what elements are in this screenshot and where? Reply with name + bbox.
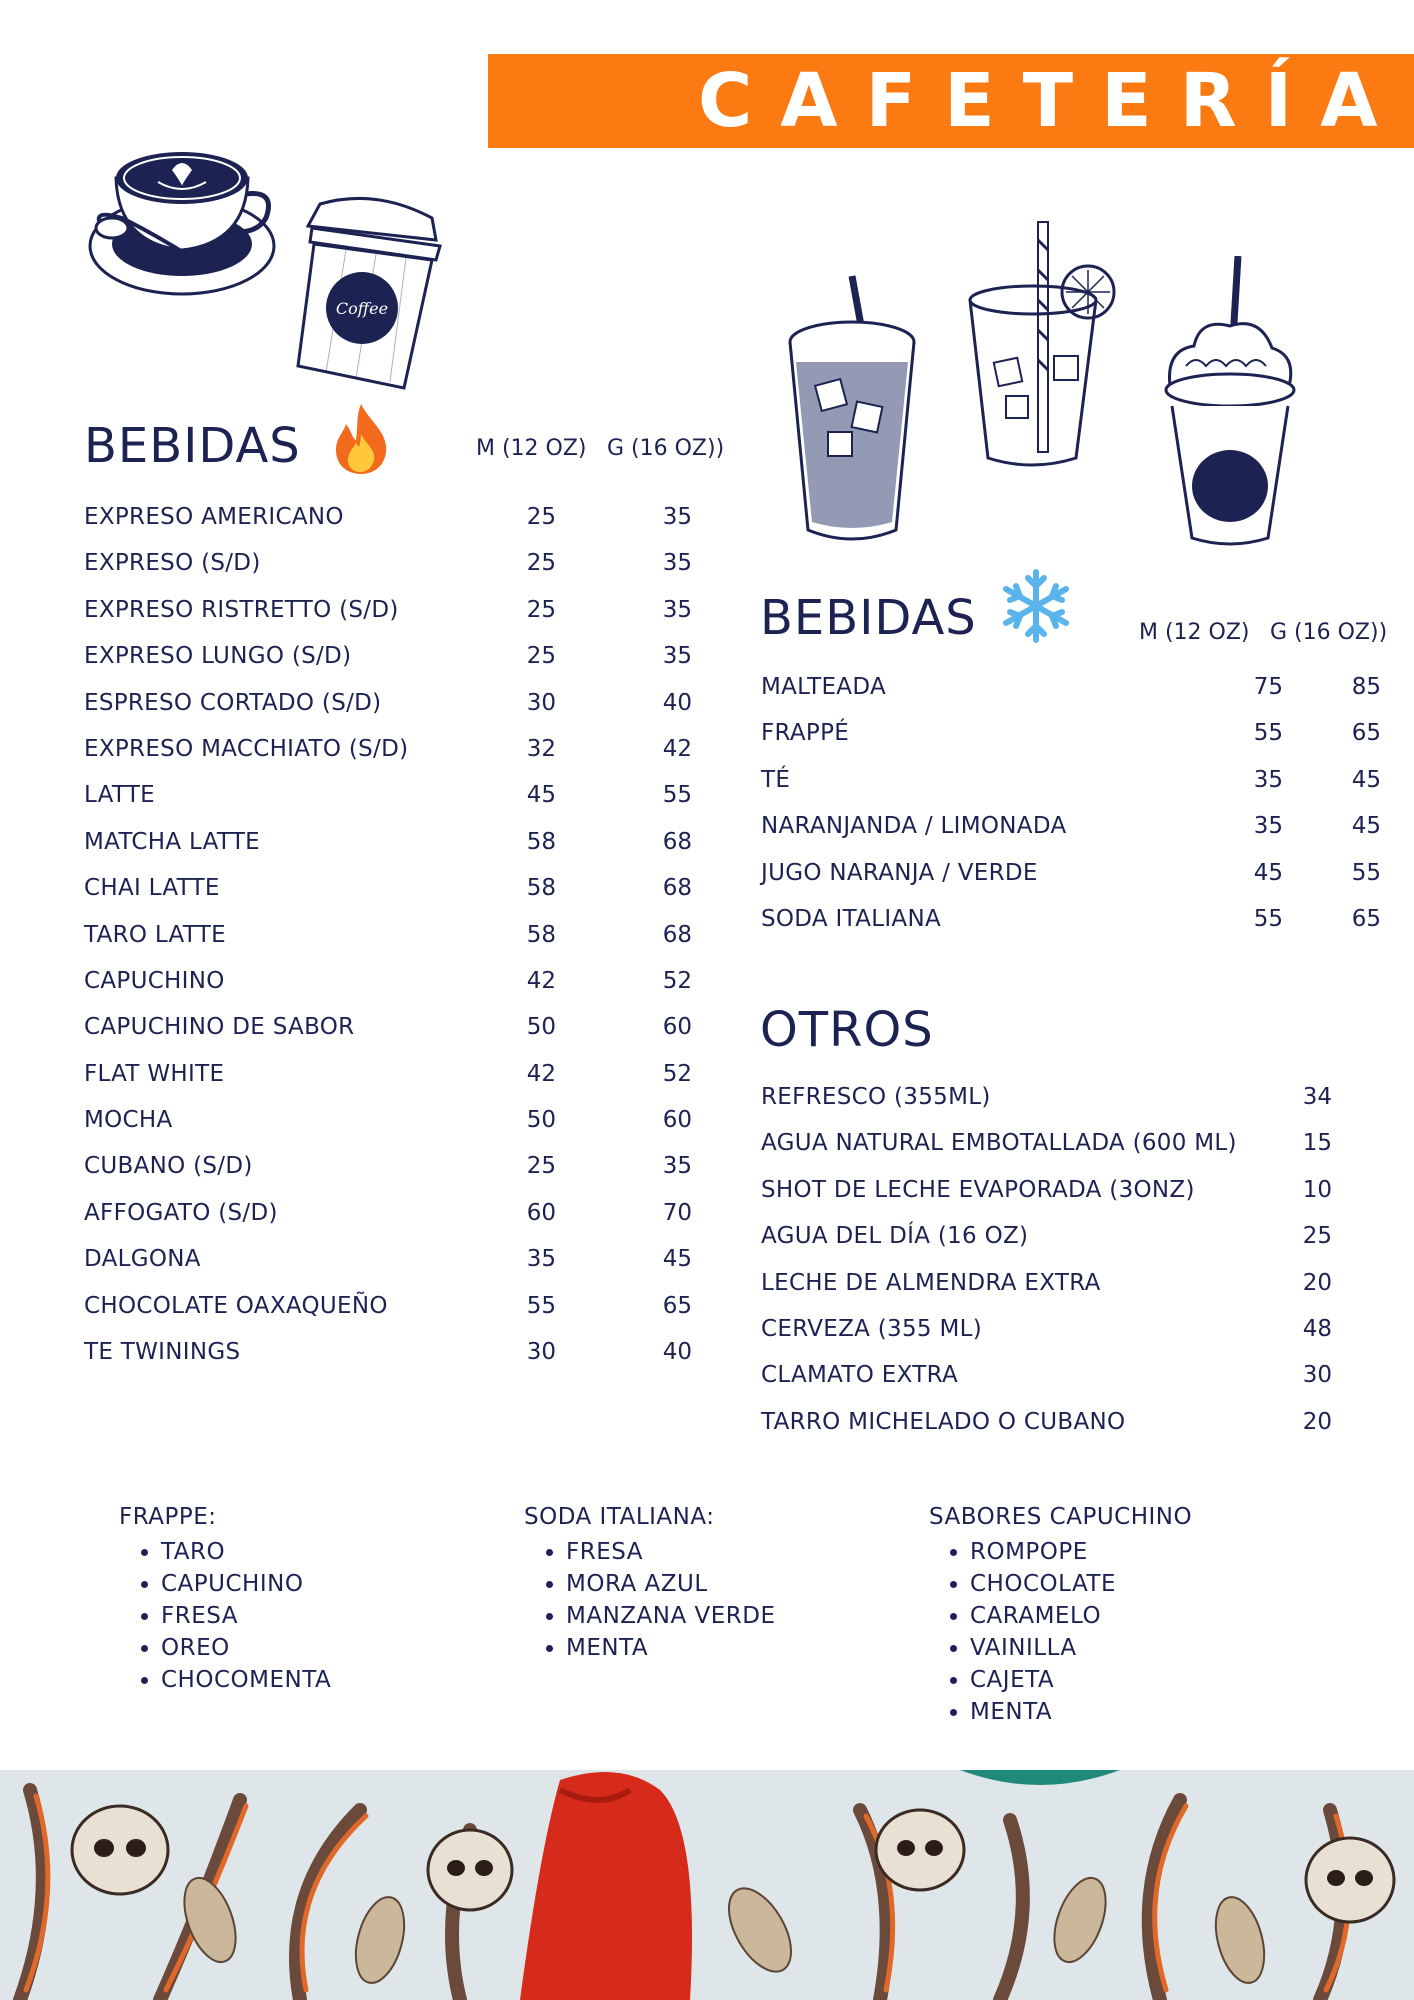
item-name: EXPRESO AMERICANO	[84, 504, 344, 530]
price-medium: 30	[526, 689, 556, 716]
price: 48	[1302, 1315, 1332, 1342]
item-name: SODA ITALIANA	[761, 905, 942, 932]
price-large: 35	[662, 643, 692, 670]
item-name: CLAMATO EXTRA	[761, 1362, 959, 1389]
list-item	[761, 1409, 1381, 1455]
hot-drinks-title: BEBIDAS	[84, 418, 301, 474]
price-medium: 50	[526, 1014, 556, 1041]
item-name: CAPUCHINO DE SABOR	[84, 1014, 355, 1041]
list-item: • FRESA	[566, 1536, 776, 1568]
price-large: 45	[1351, 766, 1381, 793]
price-large: 45	[1351, 813, 1381, 840]
price-large: 45	[662, 1246, 692, 1273]
price-large: 68	[662, 921, 692, 948]
price-medium: 45	[526, 782, 556, 809]
cold-drinks-list	[761, 674, 1381, 952]
list-item	[84, 690, 704, 736]
list-item	[84, 597, 704, 643]
item-name: TÉ	[761, 766, 791, 793]
list-item	[84, 782, 704, 828]
price-medium: 25	[526, 1153, 556, 1180]
list-item	[761, 860, 1381, 906]
list-item	[84, 1153, 704, 1199]
takeaway-cup-icon	[286, 188, 456, 398]
item-name: FLAT WHITE	[84, 1060, 225, 1087]
list-item	[84, 829, 704, 875]
flavor-list-capuchino	[930, 1536, 1116, 1728]
price: 25	[1302, 1223, 1332, 1250]
item-name: CERVEZA (355 ML)	[761, 1315, 982, 1342]
item-name: REFRESCO (355ML)	[761, 1084, 991, 1110]
list-item	[84, 1061, 704, 1107]
list-item	[84, 504, 704, 550]
item-name: AGUA NATURAL EMBOTALLADA (600 ML)	[761, 1130, 1237, 1157]
cold-col-medium: M (12 OZ)	[1139, 620, 1250, 645]
item-name: EXPRESO MACCHIATO (S/D)	[84, 735, 409, 762]
otros-title: OTROS	[760, 1002, 934, 1058]
price-large: 55	[662, 782, 692, 809]
item-name: FRAPPÉ	[761, 720, 850, 747]
list-item: • VAINILLA	[970, 1632, 1116, 1664]
item-name: LATTE	[84, 782, 156, 809]
item-name: TE TWININGS	[84, 1339, 241, 1366]
price: 20	[1302, 1269, 1332, 1296]
price-medium: 55	[1253, 720, 1283, 747]
price-medium: 58	[526, 921, 556, 948]
price-large: 35	[662, 550, 692, 577]
list-item: • FRESA	[161, 1600, 331, 1632]
coffee-cup-icon	[82, 138, 282, 308]
price: 15	[1302, 1130, 1332, 1157]
item-name: CHAI LATTE	[84, 875, 220, 902]
price-medium: 55	[526, 1292, 556, 1319]
list-item	[84, 1339, 704, 1385]
item-name: CUBANO (S/D)	[84, 1153, 253, 1180]
price-large: 60	[662, 1107, 692, 1134]
item-name: EXPRESO RISTRETTO (S/D)	[84, 596, 399, 623]
list-item: • CARAMELO	[970, 1600, 1116, 1632]
price-large: 35	[662, 504, 692, 530]
item-name: AGUA DEL DÍA (16 OZ)	[761, 1223, 1029, 1250]
price-medium: 42	[526, 967, 556, 994]
lemonade-icon	[962, 220, 1122, 480]
flavor-title-capuchino: SABORES CAPUCHINO	[929, 1504, 1193, 1530]
fire-icon	[330, 402, 392, 476]
item-name: MOCHA	[84, 1107, 173, 1134]
mural-decoration	[0, 1770, 1414, 2000]
price-large: 42	[662, 735, 692, 762]
list-item	[84, 922, 704, 968]
hot-col-medium: M (12 OZ)	[476, 436, 587, 461]
item-name: TARRO MICHELADO O CUBANO	[761, 1408, 1126, 1435]
price-medium: 50	[526, 1107, 556, 1134]
list-item	[761, 906, 1381, 952]
list-item: • CAJETA	[970, 1664, 1116, 1696]
item-name: MATCHA LATTE	[84, 828, 261, 855]
item-name: AFFOGATO (S/D)	[84, 1199, 278, 1226]
list-item: • TARO	[161, 1536, 331, 1568]
item-name: MALTEADA	[761, 674, 886, 700]
item-name: DALGONA	[84, 1246, 201, 1273]
price-large: 35	[662, 1153, 692, 1180]
list-item	[84, 1107, 704, 1153]
price: 20	[1302, 1408, 1332, 1435]
price-medium: 35	[1253, 766, 1283, 793]
price-medium: 35	[526, 1246, 556, 1273]
list-item	[761, 1130, 1381, 1176]
item-name: LECHE DE ALMENDRA EXTRA	[761, 1269, 1101, 1296]
price-large: 65	[1351, 720, 1381, 747]
list-item	[84, 1200, 704, 1246]
price-large: 55	[1351, 859, 1381, 886]
title-banner	[488, 54, 1414, 148]
list-item	[761, 813, 1381, 859]
otros-list	[761, 1084, 1381, 1455]
price: 30	[1302, 1362, 1332, 1389]
list-item	[761, 1270, 1381, 1316]
flavor-list-soda	[526, 1536, 776, 1664]
page-title: CAFETERÍA	[698, 58, 1406, 144]
price-large: 65	[662, 1292, 692, 1319]
price-medium: 32	[526, 735, 556, 762]
list-item	[761, 767, 1381, 813]
list-item	[761, 674, 1381, 720]
price-large: 85	[1351, 674, 1381, 700]
list-item	[84, 1014, 704, 1060]
list-item	[84, 875, 704, 921]
price-medium: 58	[526, 828, 556, 855]
flavor-title-frappe: FRAPPE:	[119, 1504, 217, 1530]
iced-soda-icon	[772, 272, 932, 552]
item-name: CHOCOLATE OAXAQUEÑO	[84, 1292, 388, 1319]
price-large: 70	[662, 1199, 692, 1226]
price: 34	[1302, 1084, 1332, 1110]
price-medium: 60	[526, 1199, 556, 1226]
cold-col-large: G (16 OZ))	[1270, 620, 1388, 645]
price-medium: 30	[526, 1339, 556, 1366]
list-item: • CAPUCHINO	[161, 1568, 331, 1600]
list-item: • MANZANA VERDE	[566, 1600, 776, 1632]
item-name: NARANJANDA / LIMONADA	[761, 813, 1067, 840]
price-large: 68	[662, 875, 692, 902]
flavor-list-frappe	[121, 1536, 331, 1696]
price-medium: 25	[526, 596, 556, 623]
price-large: 68	[662, 828, 692, 855]
price-large: 40	[662, 689, 692, 716]
list-item: • CHOCOLATE	[970, 1568, 1116, 1600]
list-item	[84, 736, 704, 782]
list-item	[761, 1223, 1381, 1269]
item-name: EXPRESO (S/D)	[84, 550, 261, 577]
list-item: • MORA AZUL	[566, 1568, 776, 1600]
list-item	[761, 1316, 1381, 1362]
list-item	[84, 1293, 704, 1339]
list-item	[761, 1362, 1381, 1408]
item-name: TARO LATTE	[84, 921, 226, 948]
item-name: SHOT DE LECHE EVAPORADA (3ONZ)	[761, 1176, 1195, 1203]
frappe-icon	[1160, 256, 1300, 552]
list-item: • ROMPOPE	[970, 1536, 1116, 1568]
price-medium: 58	[526, 875, 556, 902]
price-medium: 25	[526, 504, 556, 530]
item-name: ESPRESO CORTADO (S/D)	[84, 689, 382, 716]
price-medium: 75	[1253, 674, 1283, 700]
cold-drinks-title: BEBIDAS	[760, 590, 977, 646]
item-name: CAPUCHINO	[84, 967, 225, 994]
price-large: 65	[1351, 905, 1381, 932]
price-medium: 25	[526, 550, 556, 577]
list-item	[84, 550, 704, 596]
price-medium: 35	[1253, 813, 1283, 840]
price-large: 35	[662, 596, 692, 623]
price-large: 60	[662, 1014, 692, 1041]
item-name: EXPRESO LUNGO (S/D)	[84, 643, 352, 670]
hot-drinks-list	[84, 504, 704, 1385]
list-item: • CHOCOMENTA	[161, 1664, 331, 1696]
list-item: • MENTA	[970, 1696, 1116, 1728]
list-item: • OREO	[161, 1632, 331, 1664]
list-item: • MENTA	[566, 1632, 776, 1664]
price: 10	[1302, 1176, 1332, 1203]
list-item	[761, 1084, 1381, 1130]
hot-col-large: G (16 OZ))	[607, 436, 725, 461]
price-medium: 45	[1253, 859, 1283, 886]
price-medium: 55	[1253, 905, 1283, 932]
list-item	[84, 968, 704, 1014]
price-large: 52	[662, 1060, 692, 1087]
price-large: 40	[662, 1339, 692, 1366]
price-large: 52	[662, 967, 692, 994]
list-item	[761, 1177, 1381, 1223]
snowflake-icon	[998, 568, 1074, 644]
price-medium: 42	[526, 1060, 556, 1087]
flavor-title-soda: SODA ITALIANA:	[524, 1504, 715, 1530]
price-medium: 25	[526, 643, 556, 670]
list-item	[84, 643, 704, 689]
list-item	[84, 1246, 704, 1292]
item-name: JUGO NARANJA / VERDE	[761, 859, 1038, 886]
list-item	[761, 720, 1381, 766]
cup-text: Coffee	[335, 299, 389, 318]
